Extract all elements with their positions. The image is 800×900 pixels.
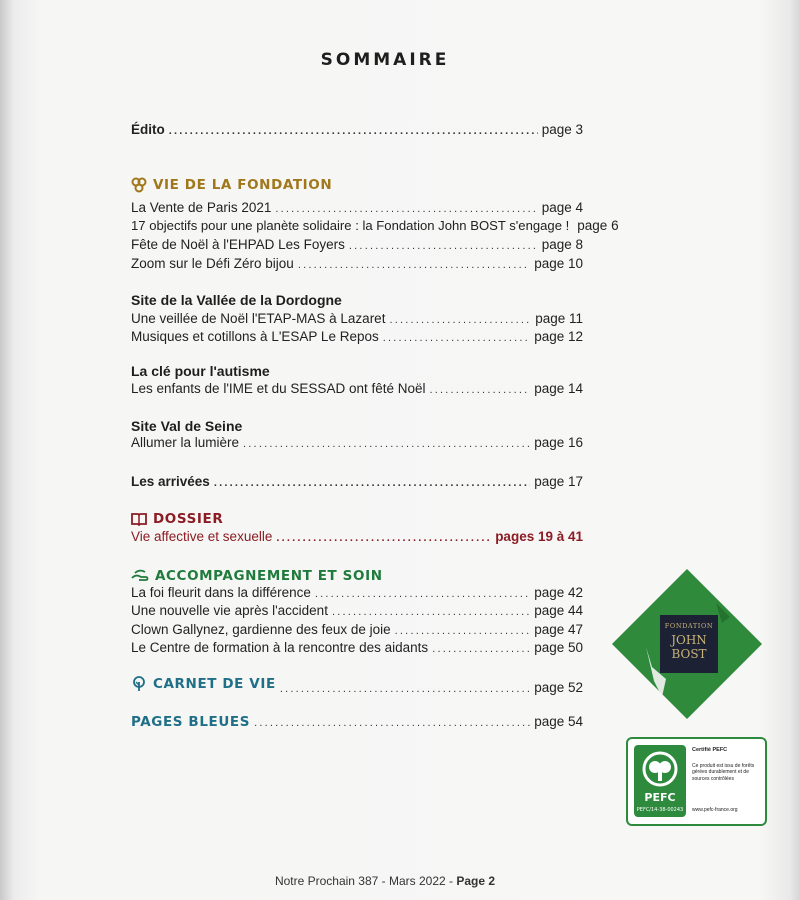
leader-dots [214,477,530,489]
toc-entry[interactable] [131,329,583,349]
leader-dots [275,203,537,215]
toc-entry-label: Vie affective et sexuelle [131,529,273,544]
section-heading-label: CARNET DE VIE [153,676,276,692]
subsection-heading-val-seine: Site Val de Seine [131,418,243,434]
fondation-flower-icon [131,177,147,193]
toc-entry[interactable] [131,381,583,401]
leader-dots [276,532,491,544]
leader-dots [395,625,531,637]
toc-entry-arrivees[interactable] [131,474,583,494]
toc-entry[interactable] [131,622,583,642]
toc-entry-page: page 12 [534,329,583,344]
logo-wordmark [660,615,718,673]
leader-dots [430,384,531,396]
pefc-certification-badge [626,737,767,826]
toc-entry[interactable] [131,311,583,331]
leader-dots [389,314,531,326]
fondation-john-bost-logo [612,569,762,719]
toc-entry-label: La foi fleurit dans la différence [131,585,311,600]
toc-entry-page: page 47 [534,622,583,637]
toc-entry-edito[interactable] [131,122,583,142]
leader-dots [332,606,530,618]
toc-entry[interactable] [131,585,583,605]
toc-entry-page: page 11 [535,311,583,326]
logo-line-2: JOHN [671,632,707,647]
toc-entry[interactable] [131,218,619,238]
logo-line-3: BOST [671,646,707,661]
toc-entry-page: pages 19 à 41 [495,529,583,544]
open-book-icon [131,512,147,526]
toc-entry-page: page 54 [534,714,583,729]
pefc-description: Ce produit est issu de forêts gérées durablement et de sources contrôlées [692,763,755,782]
toc-entry-page: page 14 [534,381,583,396]
pefc-url: www.pefc-france.org [692,807,738,813]
leader-dots [383,332,530,344]
subsection-heading-dordogne: Site de la Vallée de la Dordogne [131,292,342,308]
leader-dots [315,588,530,600]
toc-entry-label: 17 objectifs pour une planète solidaire : la Fondation John BOST s'engage ! [131,218,570,233]
pefc-logo [634,745,686,817]
leader-dots [243,438,530,450]
toc-entry[interactable] [131,435,583,455]
leader-dots [254,717,530,729]
subsection-heading-autisme: La clé pour l'autisme [131,363,270,379]
toc-entry-dossier[interactable] [131,529,583,549]
toc-entry-carnet[interactable] [131,676,583,696]
toc-entry-label: Édito [131,122,165,137]
toc-entry-label: Fête de Noël à l'EHPAD Les Foyers [131,237,345,252]
helping-hand-icon [131,569,149,583]
leader-dots [169,125,538,137]
toc-entry-label: Le Centre de formation à la rencontre des aidants [131,640,429,655]
toc-entry-page: page 52 [534,680,583,695]
toc-entry-page: page 42 [534,585,583,600]
pefc-number: PEFC/14-38-00243 [636,807,684,813]
section-heading-accompagnement [131,568,383,584]
footer-page-number: Page 2 [456,874,496,888]
toc-entry-pages-bleues[interactable] [131,714,583,734]
toc-entry-label: Une nouvelle vie après l'accident [131,603,328,618]
section-heading-label: ACCOMPAGNEMENT ET SOIN [155,568,383,584]
leader-dots [298,259,530,271]
toc-entry[interactable] [131,603,583,623]
toc-entry-page: page 17 [534,474,583,489]
page-footer [0,874,770,888]
toc-entry[interactable] [131,640,583,660]
pefc-tree-icon [640,749,680,789]
section-heading-carnet [131,676,276,692]
leader-dots [349,240,538,252]
toc-entry-page: page 50 [534,640,583,655]
toc-entry-page: page 16 [534,435,583,450]
pefc-certified-label: Certifié PEFC [692,747,728,753]
toc-entry-label: Allumer la lumière [131,435,240,450]
toc-entry-label: Une veillée de Noël l'ETAP-MAS à Lazaret [131,311,386,326]
toc-entry-page: page 44 [534,603,583,618]
section-heading-pages-bleues: PAGES BLEUES [131,714,251,730]
section-heading-vie-fondation [131,177,332,193]
section-heading-label: DOSSIER [153,511,224,527]
leader-dots [280,683,530,695]
toc-entry-label: Zoom sur le Défi Zéro bijou [131,256,294,271]
toc-entry[interactable] [131,256,583,276]
leader-dots [432,643,530,655]
toc-entry-label: Les arrivées [131,474,210,489]
toc-entry-page: page 8 [541,237,583,252]
tree-icon [131,676,147,692]
pefc-name: PEFC [644,791,676,804]
toc-entry-page: page 3 [541,122,583,137]
toc-entry-label: Musiques et cotillons à L'ESAP Le Repos [131,329,379,344]
toc-entry-page: page 4 [541,200,583,215]
toc-entry-page: page 6 [577,218,619,233]
toc-entry[interactable] [131,237,583,257]
toc-entry-label: La Vente de Paris 2021 [131,200,272,215]
toc-entry-label: Clown Gallynez, gardienne des feux de joie [131,622,391,637]
toc-entry-page: page 10 [534,256,583,271]
logo-line-1: FONDATION [664,622,714,630]
footer-publication: Notre Prochain 387 - Mars 2022 - [274,874,457,888]
section-heading-dossier [131,511,223,527]
toc-entry[interactable] [131,200,583,220]
section-heading-label: VIE DE LA FONDATION [153,177,333,193]
toc-entry-label: Les enfants de l'IME et du SESSAD ont fêté Noël [131,381,426,396]
page-title: SOMMAIRE [320,50,450,70]
